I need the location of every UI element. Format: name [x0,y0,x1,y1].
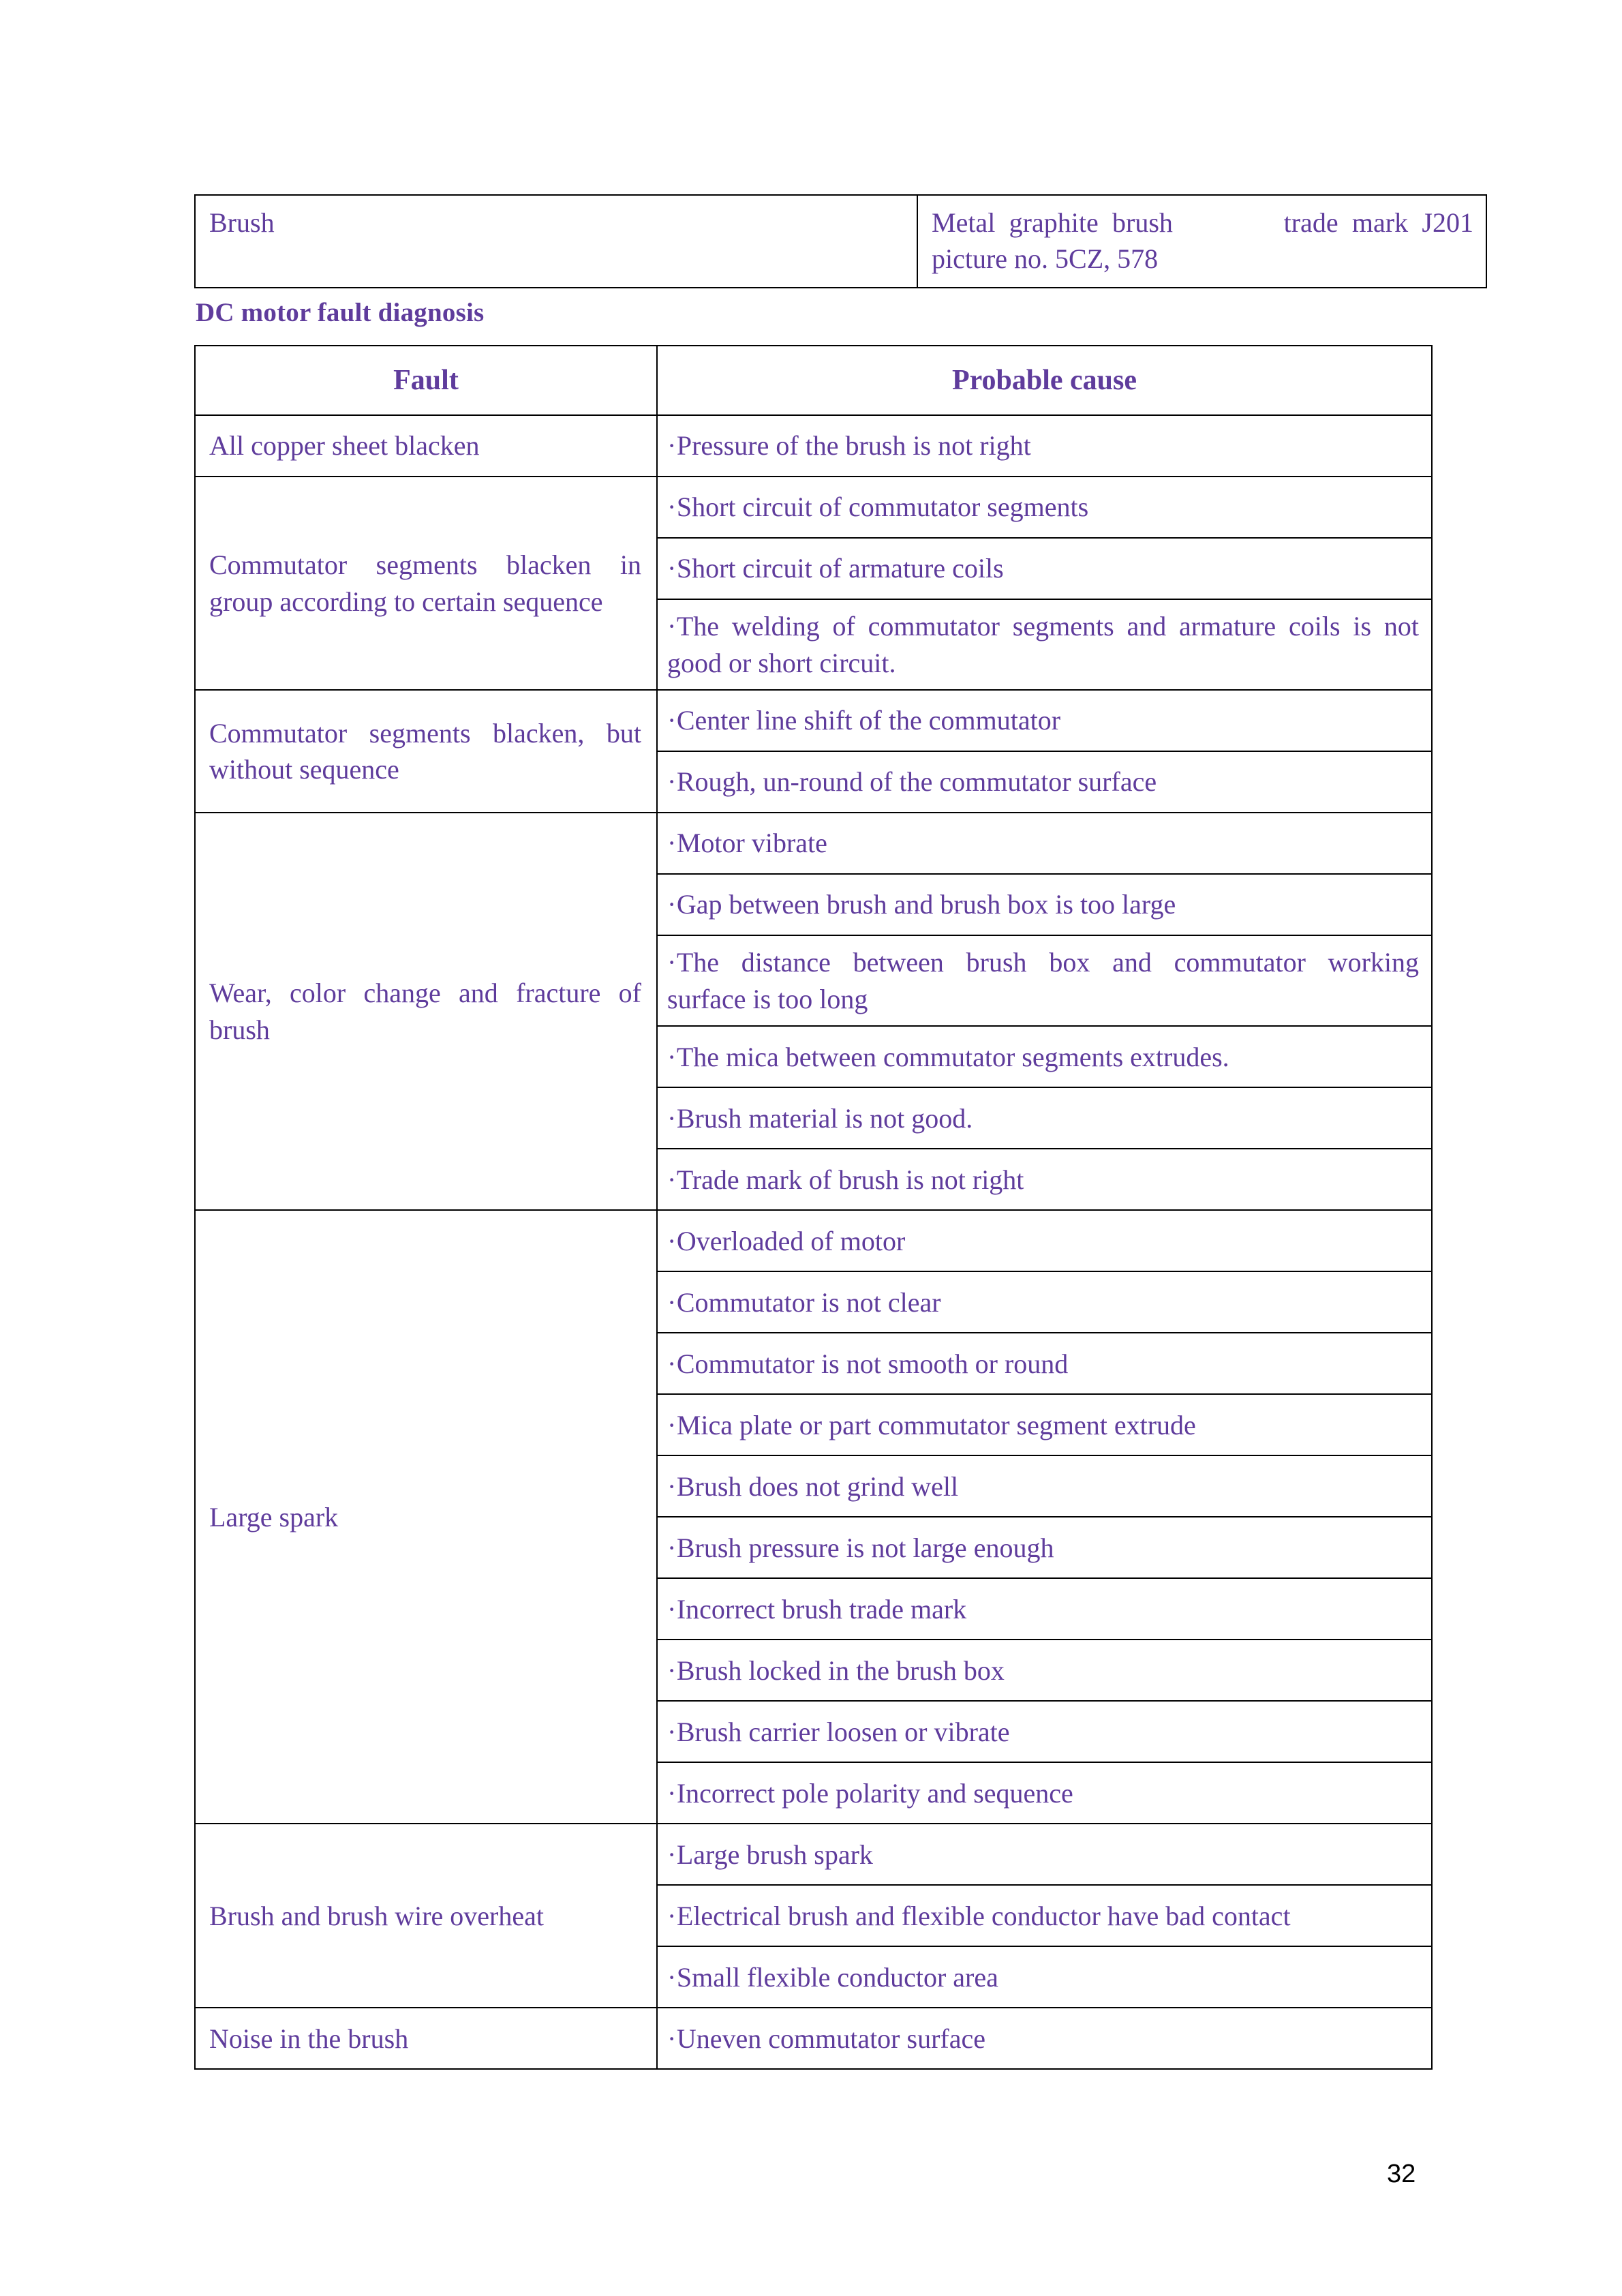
brush-spec-value-cell [917,195,1486,288]
cause-text-line: ·The welding of commutator segments and armature coils is not [667,611,1419,641]
fault-label-line: without sequence [209,754,399,785]
bullet-icon: · [667,553,677,584]
cause-text-line: ·Uneven commutator surface [667,2023,985,2054]
cause-cell-4-4 [657,1455,1432,1517]
cause-cell-2-1 [657,751,1432,813]
bullet-icon: · [667,1655,677,1686]
cause-cell-1-1 [657,538,1432,599]
cause-cell-4-6 [657,1578,1432,1640]
table-row [195,477,1432,538]
bullet-icon: · [667,430,677,462]
cause-text-line: ·Small flexible conductor area [667,1961,998,1993]
cause-text-line: ·Commutator is not smooth or round [667,1348,1069,1379]
cause-text-line: ·Commutator is not clear [667,1286,941,1318]
bullet-icon: · [667,889,677,920]
cause-cell-4-3 [657,1394,1432,1455]
cause-cell-5-1 [657,1885,1432,1946]
cause-text-line: ·Brush locked in the brush box [667,1655,1005,1686]
bullet-icon: · [667,1348,677,1379]
cause-cell-4-1 [657,1271,1432,1333]
cause-text-line: ·Overloaded of motor [667,1225,906,1256]
cause-text-line: ·Short circuit of commutator segments [667,492,1089,523]
cause-cell-4-2 [657,1333,1432,1394]
cause-cell-3-4 [657,1087,1432,1149]
cause-cell-4-0 [657,1210,1432,1271]
table-row [195,195,1486,288]
cause-text-line: ·Rough, un-round of the commutator surface [667,766,1157,798]
bullet-icon: · [667,1777,677,1809]
cause-cell-3-0 [657,813,1432,874]
brush-spec-label: Brush [209,207,275,238]
cause-cell-4-8 [657,1701,1432,1762]
bullet-icon: · [667,766,677,798]
cause-text-line: surface is too long [667,983,868,1014]
brush-spec-label-cell [195,195,917,288]
table-header-row [195,346,1432,415]
fault-cell-4 [195,1210,657,1824]
fault-label-line: Commutator segments blacken in [209,549,641,580]
cause-cell-3-5 [657,1149,1432,1210]
cause-text-line: ·Mica plate or part commutator segment extrude [667,1409,1196,1440]
cause-text-line: ·Brush pressure is not large enough [667,1532,1054,1563]
fault-diagnosis-table-body [195,415,1432,2069]
table-row [195,415,1432,477]
cause-cell-0-0 [657,415,1432,477]
fault-label-line: Brush and brush wire overheat [209,1900,544,1931]
cause-cell-3-3 [657,1026,1432,1087]
cause-text-line: ·Pressure of the brush is not right [667,430,1031,462]
cause-text-line: ·Gap between brush and brush box is too large [667,889,1176,920]
table-row [195,1824,1432,1885]
cause-cell-3-2 [657,935,1432,1026]
column-header-fault: Fault [195,346,657,415]
cause-cell-2-0 [657,690,1432,751]
bullet-icon: · [667,2023,677,2054]
bullet-icon: · [667,1041,677,1072]
cause-text-line: ·Electrical brush and flexible conductor have bad contact [667,1900,1291,1931]
fault-diagnosis-table [194,345,1433,2070]
fault-cell-2 [195,690,657,813]
cause-text-line: ·Incorrect brush trade mark [667,1593,967,1625]
bullet-icon: · [667,1593,677,1625]
bullet-icon: · [667,1839,677,1870]
cause-cell-4-9 [657,1762,1432,1824]
bullet-icon: · [667,1716,677,1747]
fault-label-line: Noise in the brush [209,2023,409,2054]
bullet-icon: · [667,1470,677,1502]
fault-cell-0 [195,415,657,477]
cause-text-line: ·Short circuit of armature coils [667,553,1004,584]
bullet-icon: · [667,828,677,859]
table-row [195,1210,1432,1271]
bullet-icon: · [667,947,677,978]
bullet-icon: · [667,1225,677,1256]
bullet-icon: · [667,492,677,523]
bullet-icon: · [667,1900,677,1931]
fault-cell-1 [195,477,657,690]
cause-cell-1-0 [657,477,1432,538]
fault-label-line: Commutator segments blacken, but [209,717,641,749]
cause-text-line: ·Trade mark of brush is not right [667,1164,1024,1195]
cause-text-line: ·Brush carrier loosen or vibrate [667,1716,1010,1747]
bullet-icon: · [667,1532,677,1563]
cause-text-line: ·Brush does not grind well [667,1470,959,1502]
cause-cell-6-0 [657,2008,1432,2069]
cause-text-line: ·Center line shift of the commutator [667,705,1061,736]
cause-cell-5-0 [657,1824,1432,1885]
fault-cell-5 [195,1824,657,2008]
fault-label-line: brush [209,1014,270,1045]
bullet-icon: · [667,705,677,736]
brush-spec-table [194,194,1487,288]
cause-cell-1-2 [657,599,1432,690]
fault-label-line: Wear, color change and fracture of [209,978,641,1009]
fault-diagnosis-table-head [195,346,1432,415]
bullet-icon: · [667,1164,677,1195]
column-header-cause: Probable cause [657,346,1432,415]
bullet-icon: · [667,1961,677,1993]
fault-cell-6 [195,2008,657,2069]
fault-cell-3 [195,813,657,1210]
brush-spec-value-line1: Metal graphite brush trade mark J201 [932,207,1473,238]
fault-label-line: All copper sheet blacken [209,430,480,462]
cause-text-line: good or short circuit. [667,647,896,678]
bullet-icon: · [667,1409,677,1440]
bullet-icon: · [667,1102,677,1134]
table-row [195,813,1432,874]
brush-spec-value-line2: picture no. 5CZ, 578 [932,243,1159,274]
cause-text-line: ·Incorrect pole polarity and sequence [667,1777,1073,1809]
brush-spec-table-body [195,195,1486,288]
table-row [195,2008,1432,2069]
cause-text-line: ·Large brush spark [667,1839,873,1870]
cause-cell-5-2 [657,1946,1432,2008]
bullet-icon: · [667,611,677,641]
cause-text-line: ·Brush material is not good. [667,1102,973,1134]
fault-label-line: Large spark [209,1501,339,1532]
cause-cell-3-1 [657,874,1432,935]
cause-text-line: ·The distance between brush box and commutator working [667,947,1419,978]
cause-cell-4-5 [657,1517,1432,1578]
fault-label-line: group according to certain sequence [209,586,603,617]
bullet-icon: · [667,1286,677,1318]
cause-text-line: ·The mica between commutator segments extrudes. [667,1041,1229,1072]
cause-text-line: ·Motor vibrate [667,828,827,859]
page-number: 32 [1387,2160,1416,2188]
table-row [195,690,1432,751]
section-heading: DC motor fault diagnosis [196,298,485,327]
cause-cell-4-7 [657,1640,1432,1701]
